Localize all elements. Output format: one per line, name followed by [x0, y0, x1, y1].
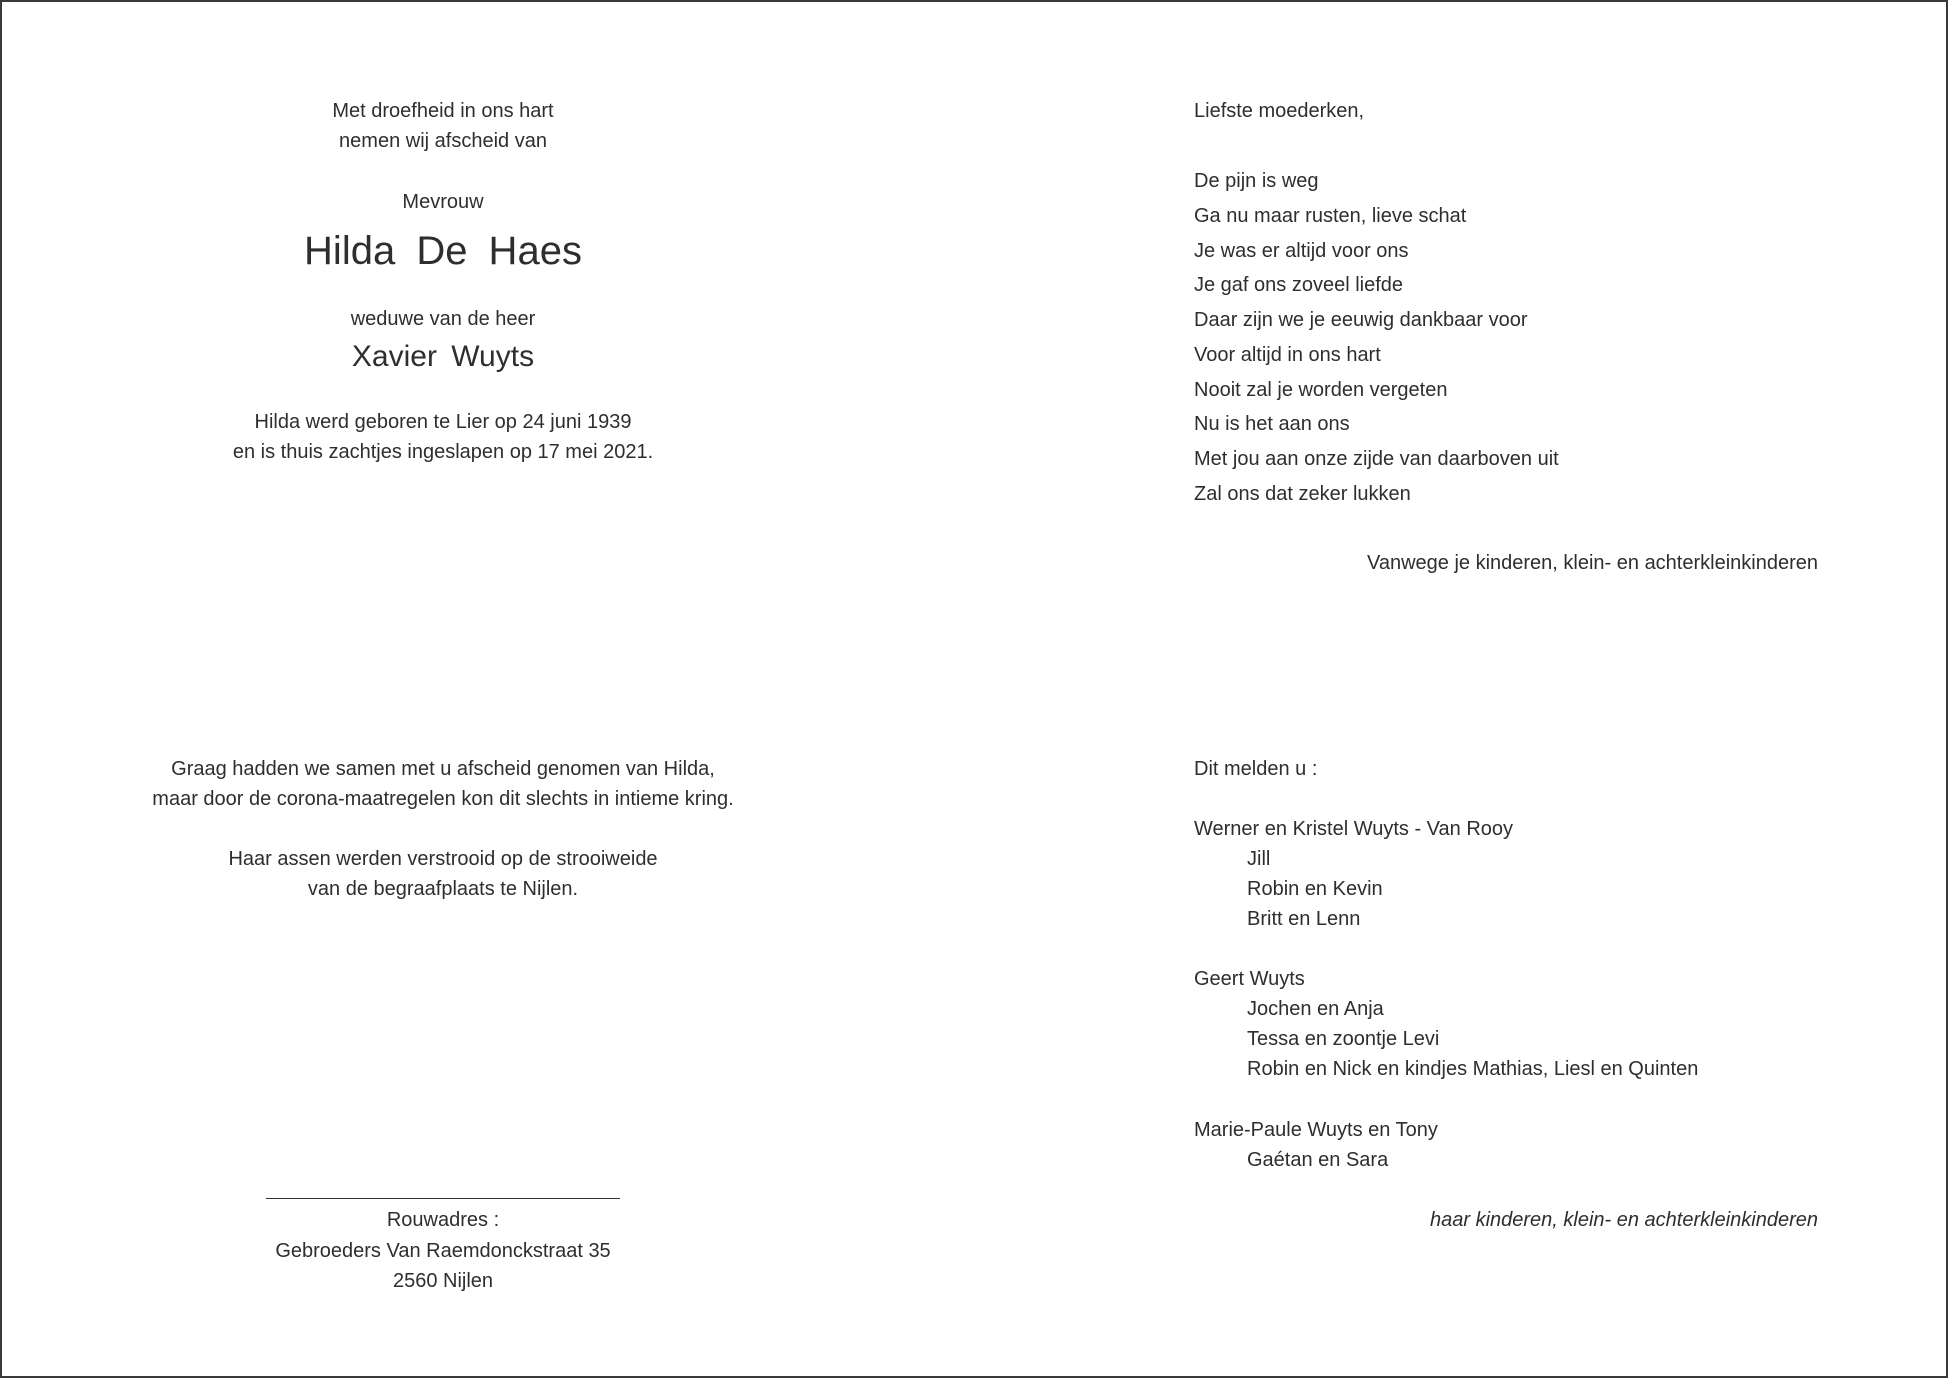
family-member: Robin en Nick en kindjes Mathias, Liesl en Quinten	[1247, 1058, 1699, 1080]
poem-signature: Vanwege je kinderen, klein- en achterkleinkinderen	[1366, 552, 1818, 574]
poem-line: Nooit zal je worden vergeten	[1194, 379, 1448, 401]
family-member: Britt en Lenn	[1247, 908, 1361, 930]
family-member: Tessa en zoontje Levi	[1247, 1028, 1440, 1050]
poem-line: Zal ons dat zeker lukken	[1194, 483, 1411, 505]
address-label: Rouwadres :	[386, 1209, 500, 1231]
poem-line: Nu is het aan ons	[1194, 413, 1350, 435]
title-line: Mevrouw	[402, 191, 484, 213]
poem-line: Met jou aan onze zijde van daarboven uit	[1194, 448, 1559, 470]
poem-line: Je was er altijd voor ons	[1194, 240, 1409, 262]
poem-line: De pijn is weg	[1194, 170, 1319, 192]
poem-salutation: Liefste moederken,	[1194, 100, 1365, 122]
family-member: Jochen en Anja	[1247, 998, 1384, 1020]
poem-line: Je gaf ons zoveel liefde	[1194, 274, 1404, 296]
poem-line: Daar zijn we je eeuwig dankbaar voor	[1194, 309, 1528, 331]
family-intro: Dit melden u :	[1194, 758, 1318, 780]
poem-line: Voor altijd in ons hart	[1194, 344, 1381, 366]
birth-line: Hilda werd geboren te Lier op 24 juni 1939	[254, 411, 632, 433]
family-closing: haar kinderen, klein- en achterkleinkinderen	[1429, 1209, 1818, 1231]
spouse-name: Xavier Wuyts	[351, 340, 535, 373]
relation-line: weduwe van de heer	[350, 308, 536, 330]
family-head: Geert Wuyts	[1194, 968, 1305, 990]
ashes-line-2: van de begraafplaats te Nijlen.	[307, 878, 579, 900]
death-line: en is thuis zachtjes ingeslapen op 17 mei 2021.	[232, 441, 654, 463]
notice-line-1: Graag hadden we samen met u afscheid genomen van Hilda,	[171, 758, 715, 780]
family-member: Robin en Kevin	[1247, 878, 1383, 900]
deceased-name: Hilda De Haes	[304, 229, 582, 273]
family-head: Marie-Paule Wuyts en Tony	[1194, 1119, 1438, 1141]
divider	[266, 1198, 620, 1199]
address-city: 2560 Nijlen	[392, 1270, 494, 1292]
intro-line-2: nemen wij afscheid van	[339, 130, 547, 152]
poem-line: Ga nu maar rusten, lieve schat	[1194, 205, 1467, 227]
intro-line-1: Met droefheid in ons hart	[332, 100, 554, 122]
address-street: Gebroeders Van Raemdonckstraat 35	[275, 1240, 611, 1262]
notice-line-2: maar door de corona-maatregelen kon dit slechts in intieme kring.	[152, 788, 734, 810]
family-head: Werner en Kristel Wuyts - Van Rooy	[1194, 818, 1514, 840]
family-member: Gaétan en Sara	[1247, 1149, 1389, 1171]
ashes-line-1: Haar assen werden verstrooid op de strooiweide	[228, 848, 658, 870]
family-member: Jill	[1247, 848, 1271, 870]
